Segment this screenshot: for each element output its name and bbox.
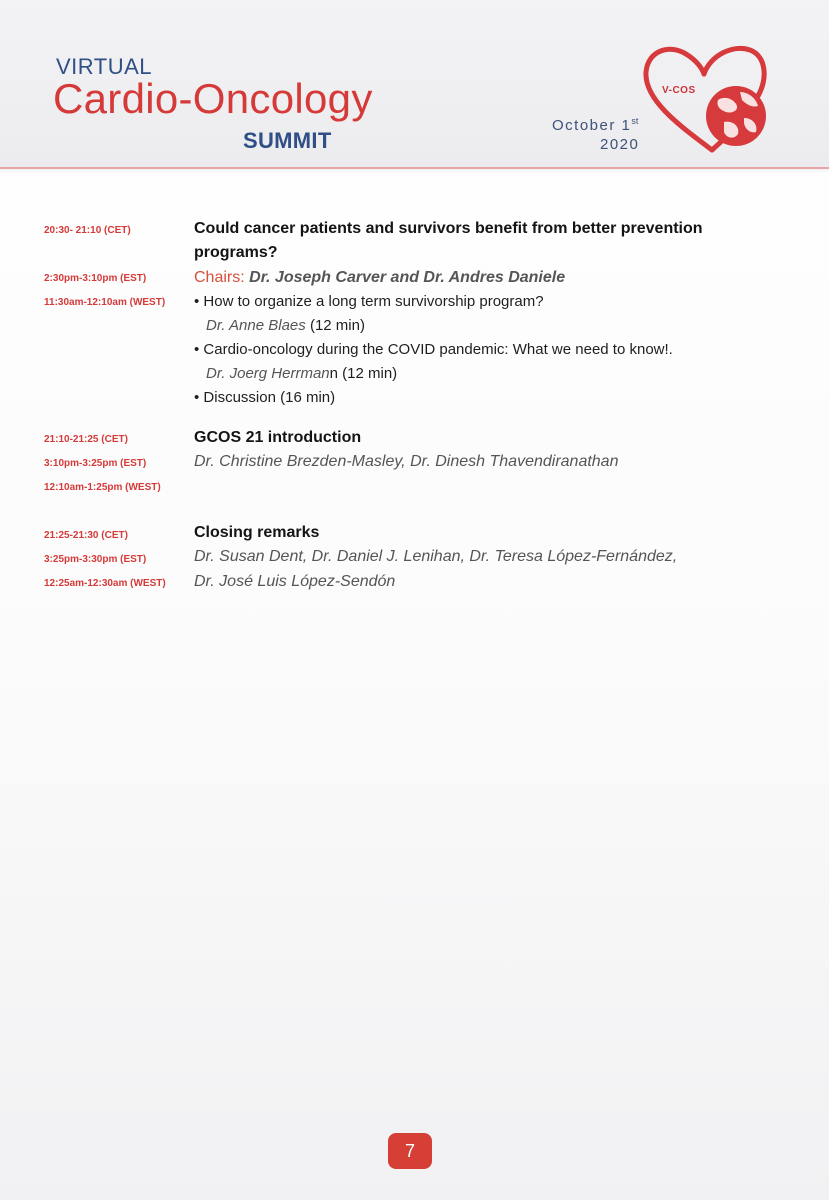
session1-item1: • How to organize a long term survivorship program? [194, 293, 544, 310]
page-number-badge: 7 [388, 1133, 432, 1169]
session2-time-cet: 21:10-21:25 (CET) [44, 434, 128, 445]
speaker-duration: (12 min) [305, 317, 365, 334]
event-date [552, 116, 638, 134]
speaker-name-rest: n [329, 365, 338, 382]
page-header [0, 0, 829, 169]
session1-title-line1: Could cancer patients and survivors benefit from better prevention [194, 220, 703, 237]
brand-title: Cardio-Oncology [53, 75, 373, 122]
session1-time-cet: 20:30- 21:10 (CET) [44, 225, 131, 236]
chairs-label: Chairs: [194, 269, 245, 286]
speaker-duration: (12 min) [337, 365, 398, 382]
session2-time-west: 12:10am-1:25pm (WEST) [44, 482, 161, 493]
speaker-name: Dr. Anne Blaes [206, 317, 306, 334]
brand-virtual: VIRTUAL [56, 54, 153, 79]
event-year: 2020 [600, 136, 640, 153]
chairs-names: Dr. Joseph Carver and Dr. Andres Daniele [249, 269, 566, 286]
session1-item2-speaker [206, 365, 397, 382]
date-month-day: October 1 [552, 117, 632, 134]
session1-time-est: 2:30pm-3:10pm (EST) [44, 273, 147, 284]
session3-speakers-line1: Dr. Susan Dent, Dr. Daniel J. Lenihan, Dr. Teresa López-Fernández, [194, 548, 678, 565]
session1-item3: • Discussion (16 min) [194, 389, 336, 406]
speaker-name: Dr. Joerg Herrman [206, 365, 330, 382]
session1-item2: • Cardio-oncology during the COVID pandemic: What we need to know!. [194, 341, 673, 358]
session3-time-cet: 21:25-21:30 (CET) [44, 530, 128, 541]
session3-speakers-line2: Dr. José Luis López-Sendón [194, 573, 396, 590]
session1-title-line2: programs? [194, 244, 278, 261]
session2-speakers: Dr. Christine Brezden-Masley, Dr. Dinesh Thavendiranathan [194, 453, 619, 470]
logo-text: V-COS [662, 85, 696, 96]
brand-summit: SUMMIT [243, 128, 332, 153]
session3-title: Closing remarks [194, 524, 320, 541]
session2-time-est: 3:10pm-3:25pm (EST) [44, 458, 147, 469]
vcos-heart-globe-logo-icon [640, 38, 770, 158]
session1-chairs [194, 269, 565, 287]
date-suffix: st [631, 116, 639, 126]
session1-time-west: 11:30am-12:10am (WEST) [44, 297, 166, 308]
session1-item1-speaker [206, 317, 365, 334]
session3-time-west: 12:25am-12:30am (WEST) [44, 578, 166, 589]
session2-title: GCOS 21 introduction [194, 429, 362, 446]
session3-time-est: 3:25pm-3:30pm (EST) [44, 554, 147, 565]
